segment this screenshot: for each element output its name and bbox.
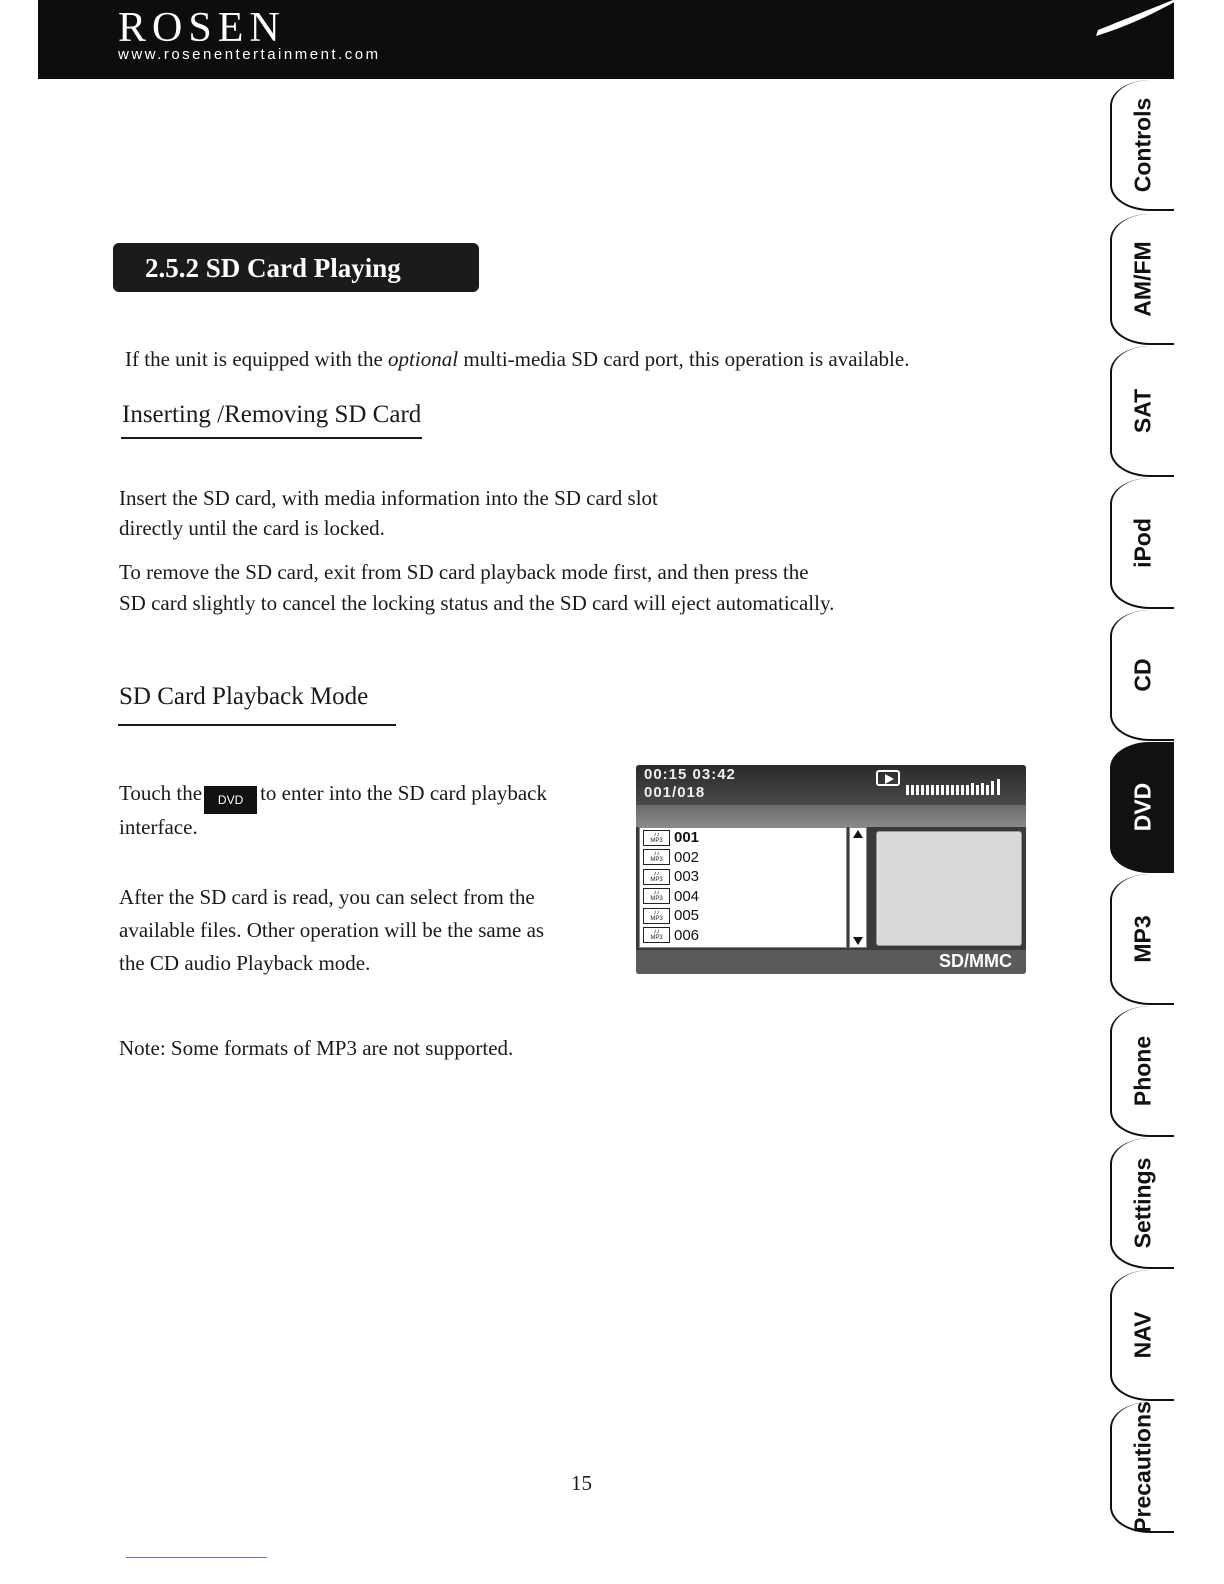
insert-line-2: directly until the card is locked. (119, 516, 385, 540)
tab-settings[interactable]: Settings (1110, 1138, 1174, 1269)
touch-line-2: interface. (119, 815, 198, 839)
sd-playback-screenshot (636, 765, 1026, 974)
header-bar (38, 0, 1174, 79)
touch-line-1: Touch the DVD to enter into the SD card playback (119, 778, 547, 814)
mp3-file-icon: ♪♪ MP3 (643, 869, 670, 885)
chapter-tabs (1110, 80, 1174, 1532)
after-line-3: the CD audio Playback mode. (119, 951, 371, 975)
tab-cd[interactable]: CD (1110, 610, 1174, 741)
file-list (639, 827, 847, 948)
tab-mp3[interactable]: MP3 (1110, 874, 1174, 1005)
file-list-scrollbar[interactable] (849, 827, 867, 948)
file-row[interactable] (640, 848, 846, 868)
tab-controls[interactable]: Controls (1110, 80, 1174, 211)
play-icon (876, 770, 900, 786)
file-row[interactable] (640, 887, 846, 907)
volume-level-icon (906, 779, 1014, 795)
mp3-file-icon: ♪♪ MP3 (643, 830, 670, 846)
file-row[interactable] (640, 926, 846, 946)
scroll-down-icon[interactable] (853, 937, 863, 945)
tab-precautions[interactable]: Precautions (1110, 1402, 1174, 1533)
note: Note: Some formats of MP3 are not supported. (119, 1036, 514, 1060)
screen-divider-band (636, 805, 1026, 827)
playback-heading: SD Card Playback Mode (119, 683, 369, 710)
remove-line-2: SD card slightly to cancel the locking status and the SD card will eject automatically. (119, 591, 835, 615)
tab-sat[interactable]: SAT (1110, 346, 1174, 477)
tab-phone[interactable]: Phone (1110, 1006, 1174, 1137)
file-row[interactable] (640, 867, 846, 887)
file-row[interactable] (640, 906, 846, 926)
website-url: www.rosenentertainment.com (118, 46, 381, 63)
album-art-panel (876, 831, 1022, 946)
file-row[interactable] (640, 828, 846, 848)
swoosh-graphic (978, 0, 1178, 79)
file-name: 005 (674, 907, 700, 925)
mp3-file-icon: ♪♪ MP3 (643, 908, 670, 924)
playback-heading-underline (118, 724, 396, 726)
section-title: 2.5.2 SD Card Playing (113, 243, 479, 292)
file-name: 004 (674, 887, 700, 905)
mp3-file-icon: ♪♪ MP3 (643, 927, 670, 943)
file-name: 002 (674, 848, 700, 866)
inserting-heading: Inserting /Removing SD Card (122, 401, 422, 428)
tab-nav[interactable]: NAV (1110, 1270, 1174, 1401)
source-label: SD/MMC (939, 951, 1012, 971)
scroll-up-icon[interactable] (853, 830, 863, 838)
insert-line-1: Insert the SD card, with media information into the SD card slot (119, 486, 658, 510)
mp3-file-icon: ♪♪ MP3 (643, 849, 670, 865)
intro-paragraph: If the unit is equipped with the optional multi-media SD card port, this operation is available. (125, 347, 910, 371)
remove-line-1: To remove the SD card, exit from SD card playback mode first, and then press the (119, 560, 809, 584)
screen-status-bar (636, 765, 1026, 805)
inserting-heading-underline (121, 437, 422, 439)
page-number: 15 (571, 1471, 592, 1495)
dvd-button-icon: DVD (204, 786, 257, 814)
playback-time: 00:15 03:42 (644, 766, 736, 783)
file-name: 006 (674, 926, 700, 944)
tab-dvd[interactable]: DVD (1110, 742, 1174, 873)
tab-am-fm[interactable]: AM/FM (1110, 214, 1174, 345)
track-counter: 001/018 (644, 784, 706, 801)
brand-logo: ROSEN (118, 5, 286, 51)
after-line-2: available files. Other operation will be the same as (119, 918, 545, 942)
footer-rule (126, 1557, 267, 1558)
file-name: 003 (674, 868, 700, 886)
after-line-1: After the SD card is read, you can select from the (119, 885, 535, 909)
mp3-file-icon: ♪♪ MP3 (643, 888, 670, 904)
tab-ipod[interactable]: iPod (1110, 478, 1174, 609)
file-name: 001 (674, 829, 700, 847)
screen-footer (636, 950, 1026, 974)
